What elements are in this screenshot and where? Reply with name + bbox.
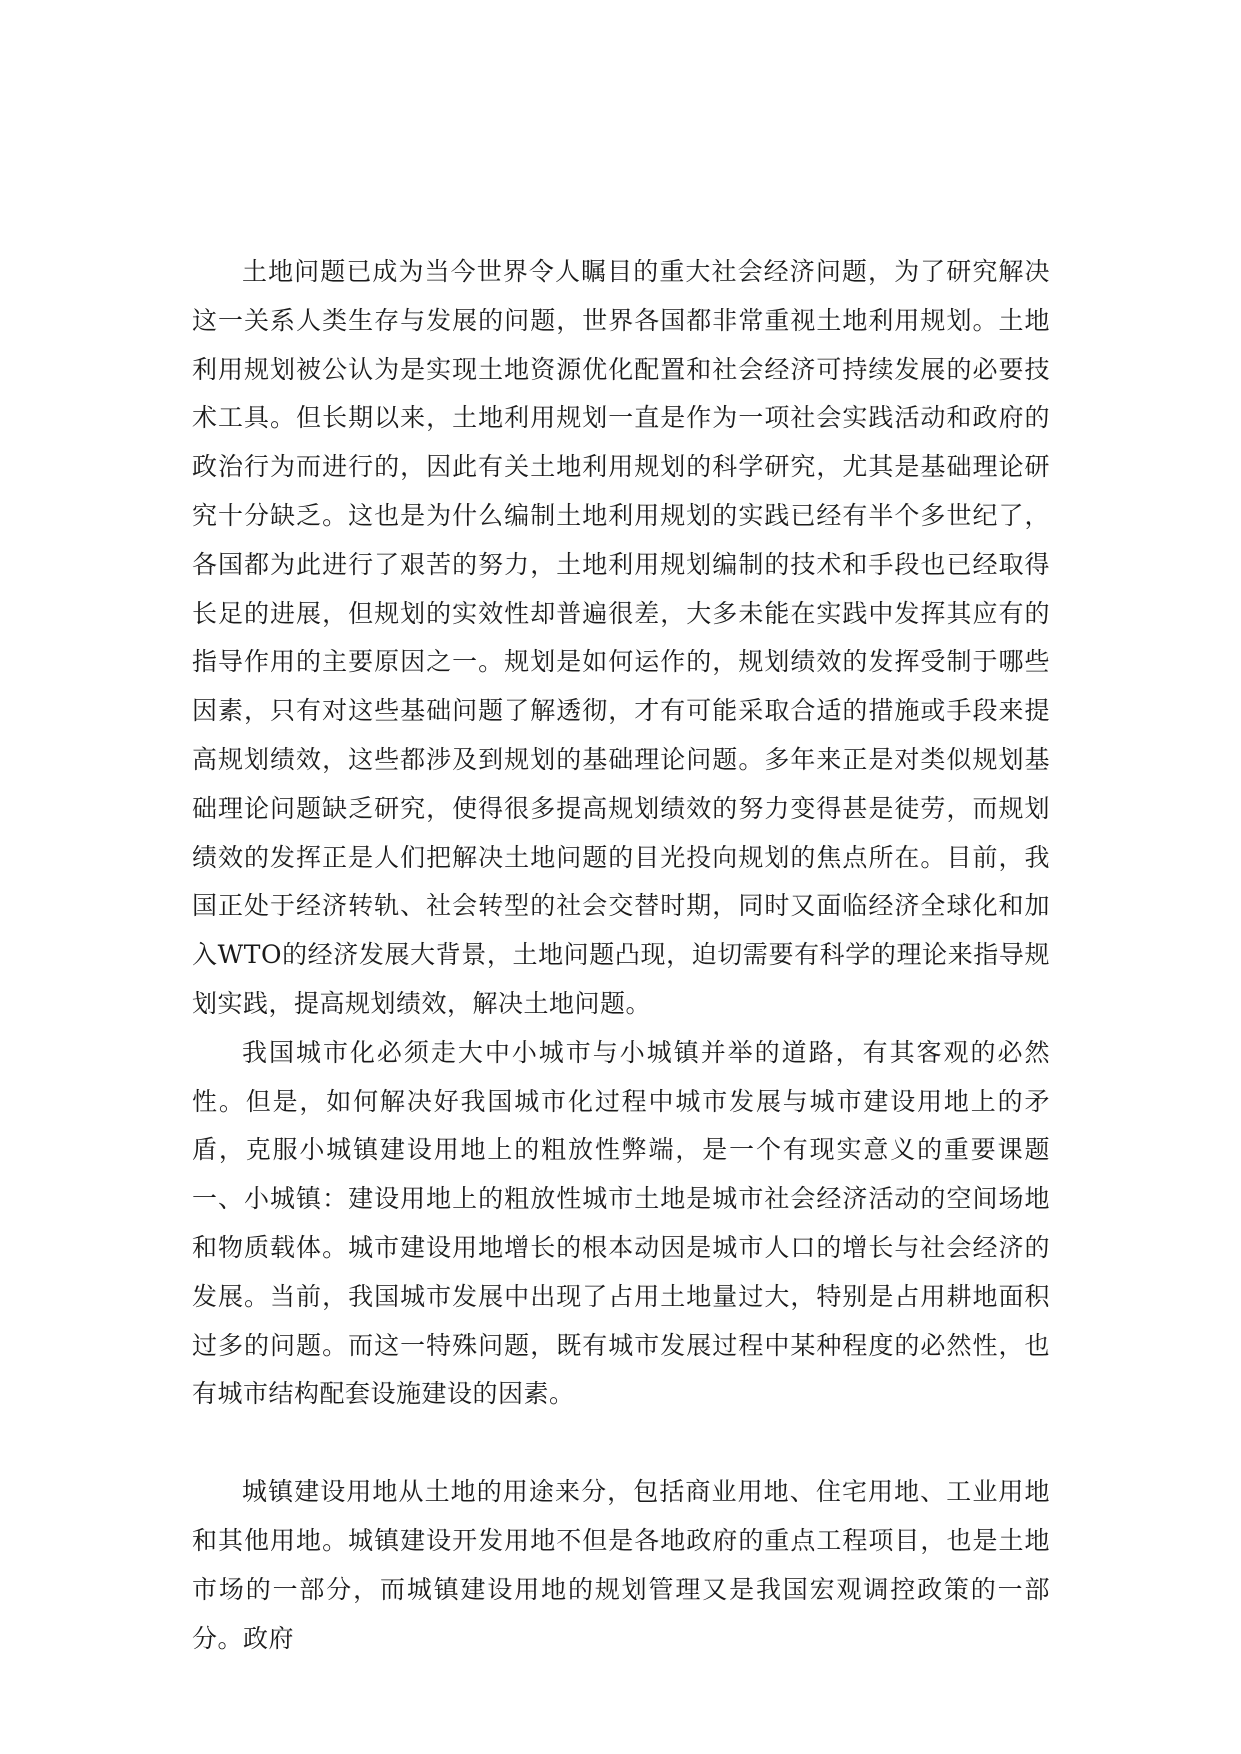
document-body xyxy=(192,248,1050,1663)
paragraph-spacer xyxy=(192,1419,1050,1468)
paragraph-land-planning: 土地问题已成为当今世界令人瞩目的重大社会经济问题，为了研究解决这一关系人类生存与发展的问题，世界各国都非常重视土地利用规划。土地利用规划被公认为是实现土地资源优化配置和社会经济可持续发展的必要技术工具。但长期以来，土地利用规划一直是作为一项社会实践活动和政府的政治行为而进行的，因此有关土地利用规划的科学研究，尤其是基础理论研究十分缺乏。这也是为什么编制土地利用规划的实践已经有半个多世纪了，各国都为此进行了艰苦的努力，土地利用规划编制的技术和手段也已经取得长足的进展，但规划的实效性却普遍很差，大多未能在实践中发挥其应有的指导作用的主要原因之一。规划是如何运作的，规划绩效的发挥受制于哪些因素，只有对这些基础问题了解透彻，才有可能采取合适的措施或手段来提高规划绩效，这些都涉及到规划的基础理论问题。多年来正是对类似规划基础理论问题缺乏研究，使得很多提高规划绩效的努力变得甚是徒劳，而规划绩效的发挥正是人们把解决土地问题的目光投向规划的焦点所在。目前，我国正处于经济转轨、社会转型的社会交替时期，同时又面临经济全球化和加入WTO的经济发展大背景，土地问题凸现，迫切需要有科学的理论来指导规划实践，提高规划绩效，解决土地问题。 xyxy=(192,257,1050,1018)
paragraph-construction-land: 城镇建设用地从土地的用途来分，包括商业用地、住宅用地、工业用地和其他用地。城镇建设开发用地不但是各地政府的重点工程项目，也是土地市场的一部分，而城镇建设用地的规划管理又是我国宏观调控政策的一部分。政府 xyxy=(192,1477,1050,1653)
paragraph-urbanization: 我国城市化必须走大中小城市与小城镇并举的道路，有其客观的必然性。但是，如何解决好我国城市化过程中城市发展与城市建设用地上的矛盾，克服小城镇建设用地上的粗放性弊端，是一个有现实意义的重要课题一、小城镇：建设用地上的粗放性城市土地是城市社会经济活动的空间场地和物质载体。城市建设用地增长的根本动因是城市人口的增长与社会经济的发展。当前，我国城市发展中出现了占用土地量过大，特别是占用耕地面积过多的问题。而这一特殊问题，既有城市发展过程中某种程度的必然性，也有城市结构配套设施建设的因素。 xyxy=(192,1037,1050,1409)
